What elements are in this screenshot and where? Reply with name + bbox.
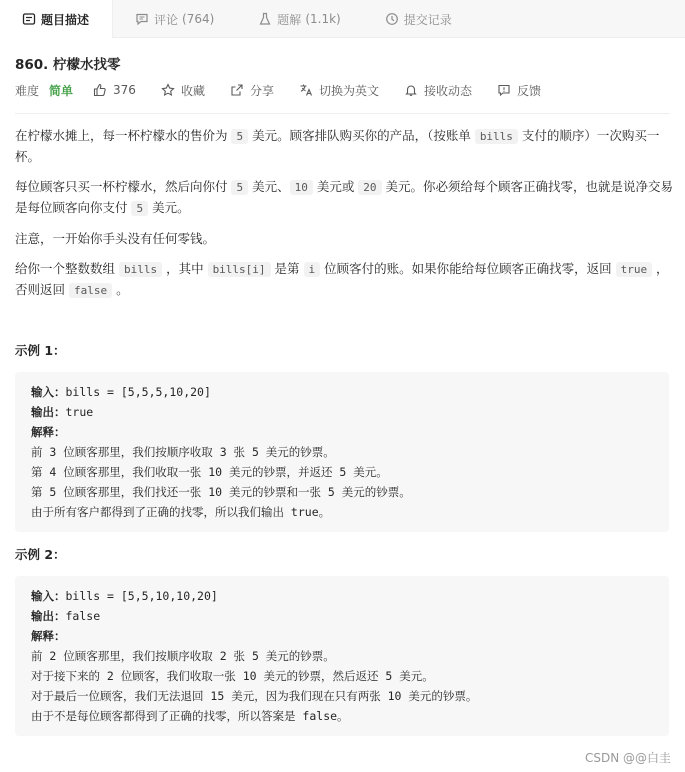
like-button[interactable] xyxy=(93,83,136,97)
problem-meta-bar xyxy=(15,80,566,100)
difficulty-badge: 简单 xyxy=(49,83,74,98)
tab-submissions[interactable]: 提交记录 xyxy=(363,0,474,38)
desc-paragraph: 每位顾客只买一杯柠檬水，然后向你付 5 美元、 10 美元或 20 美元。你必须给每个顾客正确找零，也就是说净交易是每位顾客向你支付 5 美元。 xyxy=(15,179,674,215)
star-icon xyxy=(161,83,175,97)
flask-icon xyxy=(258,12,272,26)
problem-description xyxy=(15,126,675,311)
tab-comments[interactable]: 评论 (764) xyxy=(113,0,236,38)
document-icon xyxy=(22,12,36,26)
explain-line: 对于接下来的 2 位顾客，我们收取一张 10 美元的钞票，然后返还 5 美元。 xyxy=(31,669,434,683)
translate-icon xyxy=(299,83,313,97)
history-icon xyxy=(385,12,399,26)
tab-bar xyxy=(0,0,685,38)
like-count: 376 xyxy=(113,83,136,97)
problem-title: 860. 柠檬水找零 xyxy=(15,57,121,73)
desc-paragraph: 在柠檬水摊上，每一杯柠檬水的售价为 5 美元。顾客排队购买你的产品，（按账单 bills 支付的顺序）一次购买一杯。 xyxy=(15,128,660,164)
desc-paragraph: 给你一个整数数组 bills ，其中 bills[i] 是第 i 位顾客付的账。如果你能给每位顾客正确找零，返回 true ，否则返回 false 。 xyxy=(15,261,669,297)
explain-line: 由于不是每位顾客都得到了正确的找零，所以答案是 false。 xyxy=(31,709,349,723)
explain-line: 对于最后一位顾客，我们无法退回 15 美元，因为我们现在只有两张 10 美元的钞票。 xyxy=(31,689,478,703)
example-1-title: 示例 1： xyxy=(15,343,66,358)
switch-language-button[interactable]: 切换为英文 xyxy=(299,82,379,99)
example-1-box: 输入：bills = [5,5,5,10,20] 输出：true 解释： 前 3 位顾客那里，我们按顺序收取 3 张 5 美元的钞票。 第 4 位顾客那里，我们收取一张 10 美元的钞票，并返还 5 美元。 第 5 位顾客那里，我们找还一张 10 美元的钞票和一张 5 美元的钞票。 由于所有客户都得到了正确的找零，所以我们输出 true。 xyxy=(15,372,669,532)
desc-paragraph: 注意，一开始你手头没有任何零钱。 xyxy=(15,231,216,246)
feedback-icon xyxy=(497,83,511,97)
explain-line: 前 3 位顾客那里，我们按顺序收取 3 张 5 美元的钞票。 xyxy=(31,445,335,459)
share-icon xyxy=(230,83,244,97)
share-button[interactable]: 分享 xyxy=(230,82,274,99)
explain-line: 第 5 位顾客那里，我们找还一张 10 美元的钞票和一张 5 美元的钞票。 xyxy=(31,485,411,499)
bell-icon xyxy=(404,83,418,97)
example-2-title: 示例 2： xyxy=(15,547,66,562)
watermark: CSDN @@白圭 xyxy=(584,751,671,765)
favorite-button[interactable]: 收藏 xyxy=(161,82,205,99)
divider xyxy=(15,113,670,114)
difficulty-label: 难度 xyxy=(15,83,40,98)
feedback-button[interactable]: 反馈 xyxy=(497,82,541,99)
tab-description[interactable]: 题目描述 xyxy=(0,0,113,38)
comment-icon xyxy=(135,12,149,26)
explain-line: 由于所有客户都得到了正确的找零，所以我们输出 true。 xyxy=(31,505,331,519)
thumbs-up-icon xyxy=(93,83,107,97)
example-2-box: 输入：bills = [5,5,10,10,20] 输出：false 解释： 前 2 位顾客那里，我们按顺序收取 2 张 5 美元的钞票。 对于接下来的 2 位顾客，我们收取一张 10 美元的钞票，然后返还 5 美元。 对于最后一位顾客，我们无法退回 15 美元，因为我们现在只有两张 10 美元的钞票。 由于不是每位顾客都得到了正确的找零，所以答案是 false。 xyxy=(15,576,669,736)
notify-button[interactable]: 接收动态 xyxy=(404,82,472,99)
tab-solutions[interactable]: 题解 (1.1k) xyxy=(236,0,362,38)
explain-line: 第 4 位顾客那里，我们收取一张 10 美元的钞票，并返还 5 美元。 xyxy=(31,465,388,479)
explain-line: 前 2 位顾客那里，我们按顺序收取 2 张 5 美元的钞票。 xyxy=(31,649,335,663)
